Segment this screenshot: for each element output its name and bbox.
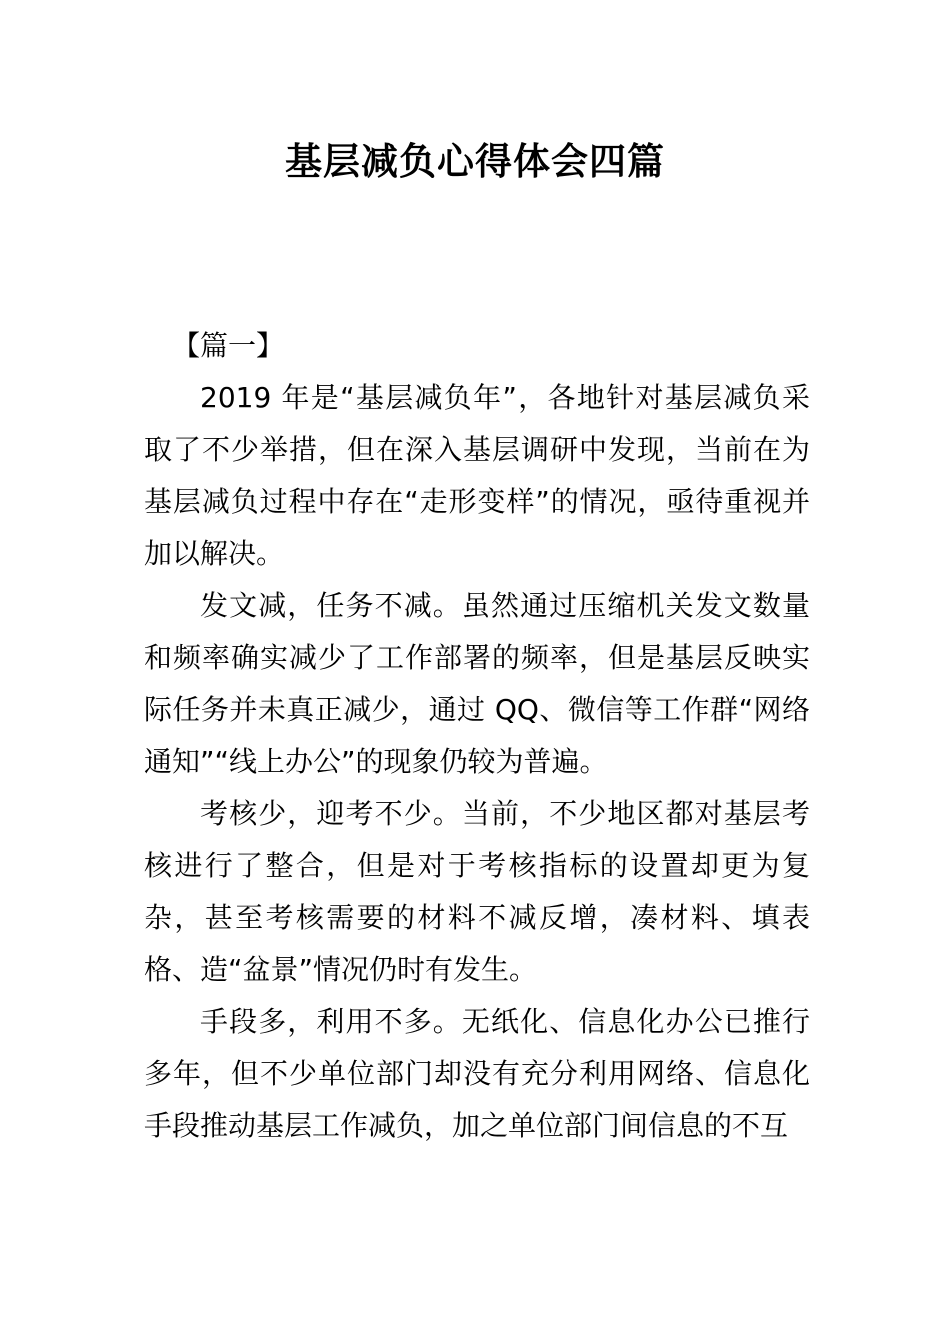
document-body [144,320,810,1152]
document-title: 基层减负心得体会四篇 [285,140,665,183]
paragraph-1: 2019 年是“基层减负年”，各地针对基层减负采取了不少举措，但在深入基层调研中发现，当前在为基层减负过程中存在“走形变样”的情况，亟待重视并加以解决。 [144,381,810,570]
section-label: 【篇一】 [172,329,285,362]
paragraph-2: 发文减，任务不减。虽然通过压缩机关发文数量和频率确实减少了工作部署的频率，但是基层反映实际任务并未真正减少，通过 QQ、微信等工作群“网络通知”“线上办公”的现象仍较为普遍。 [144,589,810,778]
paragraph-4: 手段多，利用不多。无纸化、信息化办公已推行多年，但不少单位部门却没有充分利用网络、信息化手段推动基层工作减负，加之单位部门间信息的不互 [144,1005,810,1142]
paragraph-3: 考核少，迎考不少。当前，不少地区都对基层考核进行了整合，但是对于考核指标的设置却更为复杂，甚至考核需要的材料不减反增，凑材料、填表格、造“盆景”情况仍时有发生。 [144,797,810,986]
